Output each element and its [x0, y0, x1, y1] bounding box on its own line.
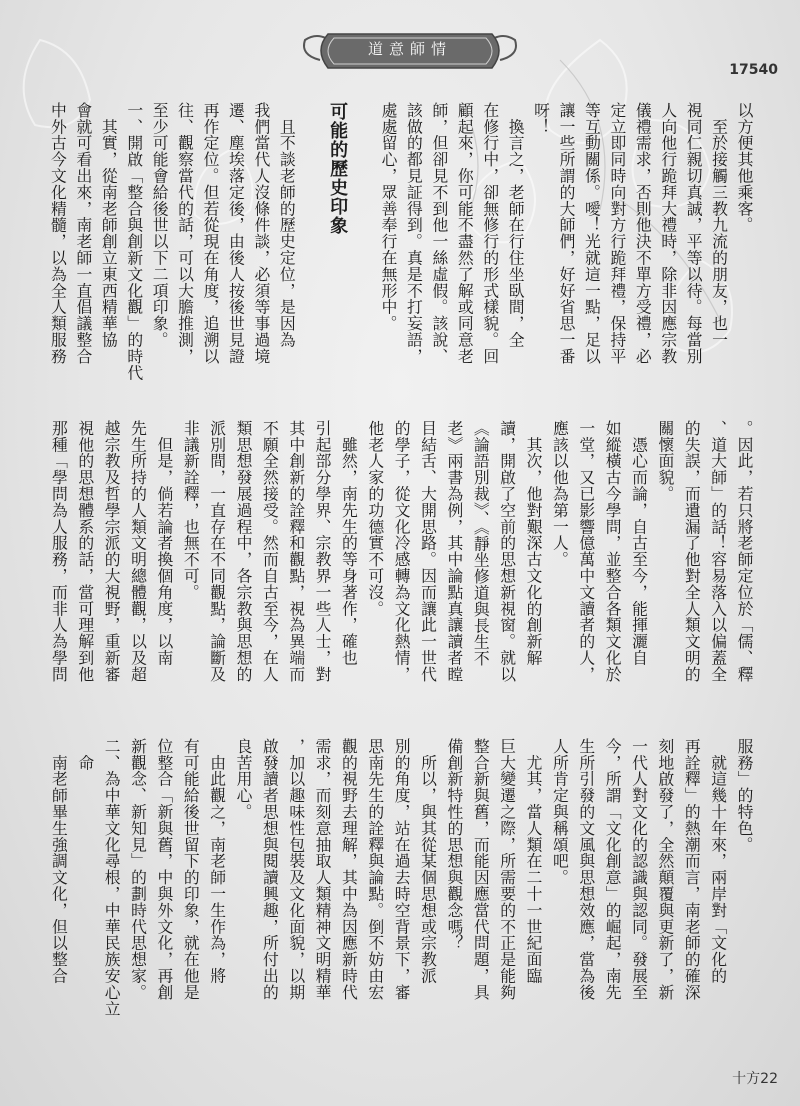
- text-column: 有可能給後世留下的印象，就在他是: [181, 738, 201, 1001]
- text-column: 整合新與舊，而能因應當代問題，具: [471, 738, 491, 1001]
- text-column: 刻地啟發了，全然顛覆與更新了，新: [655, 738, 675, 1001]
- text-column: [298, 102, 323, 382]
- text-column: 儀禮需求，否則他決不單方受禮，必: [633, 102, 653, 365]
- text-column: 命: [75, 738, 95, 771]
- text-column: 派別間，一直存在不同觀點，論斷及: [207, 420, 227, 683]
- text-column: 《論語別裁》、《靜坐修道與長生不: [471, 420, 491, 667]
- text-column: 我們當代人沒條件談，必須等事過境: [251, 102, 271, 365]
- page-number: 17540: [729, 62, 778, 78]
- text-column: 所以，與其從某個思想或宗教派: [418, 738, 438, 984]
- text-column: 今，所謂「文化創意」的崛起，南先: [603, 738, 623, 1001]
- text-column: 他老人家的功德實不可沒。: [365, 420, 385, 617]
- text-column: 生所引發的文風與思想效應，當為後: [576, 738, 596, 1001]
- text-column: 處處留心，眾善奉行在無形中。: [379, 102, 398, 332]
- text-column: 至少可能會給後世以下二項印象。: [150, 102, 170, 348]
- text-column: 讀，開啟了空前的思想新視窗。就以: [497, 420, 517, 683]
- text-column: 別的角度，站在過去時空背景下，審: [392, 738, 412, 1001]
- text-column: 視同仁親切真誠，平等以待。每當別: [684, 102, 704, 365]
- text-column: 會就可看出來，南老師一直倡議整合: [73, 102, 93, 365]
- text-column: 其實，從南老師創立東西精華協: [99, 102, 119, 348]
- text-column: 如縱橫古今學問，並整合各類文化於: [603, 420, 623, 683]
- text-column: 非議新詮釋，也無不可。: [181, 420, 201, 601]
- text-column: 關懷面貌。: [655, 420, 675, 502]
- text-column: 、道大師」的話！容易落入以偏蓋全: [708, 420, 728, 683]
- text-column: 中外古今文化精髓，以為全人類服務: [48, 102, 68, 365]
- text-block-top: [44, 102, 756, 382]
- text-block-middle: [44, 420, 756, 720]
- text-column: 其中創新的詮釋和觀點，視為異端而: [286, 420, 306, 683]
- text-column: 往、觀察當代的話，可以大膽推測，: [175, 102, 195, 365]
- text-column: 不願全然接受。然而自古至今，在人: [260, 420, 280, 683]
- text-column: 一堂，又已影響億萬中文讀者的人，: [576, 420, 596, 683]
- text-column: 其次，他對艱深古文化的創新解: [524, 420, 544, 666]
- text-column: [349, 102, 374, 382]
- text-column: 引起部分學界、宗教界一些人士，對: [313, 420, 333, 683]
- magazine-footer-mark: 十方22: [732, 1071, 778, 1087]
- text-column: 且不談老師的歷史定位，是因為: [277, 102, 297, 348]
- text-column: 但是，倘若論者換個角度，以南: [154, 420, 174, 666]
- text-column: 定立即同時向對方行跪拜禮，保持平: [607, 102, 627, 365]
- text-column: 服務」的特色。: [735, 738, 754, 853]
- section-heading: 可能的歷史印象: [327, 102, 349, 235]
- text-column: 人向他行跪拜大禮時，除非因應宗教: [658, 102, 678, 365]
- text-column: 以方便其他乘客。: [735, 102, 754, 234]
- text-column: 備創新特性的思想與觀念嗎？: [444, 738, 464, 952]
- text-column: 換言之，老師在行住坐臥間，全: [506, 102, 526, 348]
- text-column: 雖然，南先生的等身著作，確也: [339, 420, 359, 666]
- text-block-bottom: [44, 738, 756, 1048]
- text-column: 呀！: [531, 102, 551, 135]
- text-column: 一代人對文化的認識與認同。發展至: [629, 738, 649, 1001]
- text-column: 憑心而論，自古至今，能揮灑自: [629, 420, 649, 666]
- text-column: 老》兩書為例，其中論點真讓讀者瞠: [444, 420, 464, 683]
- text-column: 類思想發展過程中，各宗教與思想的: [233, 420, 253, 683]
- text-column: 尤其，當人類在二十一世紀面臨: [524, 738, 544, 984]
- text-column: 新觀念、新知見」的劃時代思想家。: [128, 738, 148, 1001]
- text-column: 再作定位。但若從現在角度，追溯以: [201, 102, 220, 365]
- text-column: 目結舌、大開思路。因而讓此一世代: [418, 420, 438, 683]
- text-column: 那種「學問為人服務，而非人為學問: [49, 420, 69, 683]
- text-column: 越宗教及哲學宗派的大視野，重新審: [102, 420, 122, 683]
- text-column: 遷、塵埃落定後，由後人按後世見證: [226, 102, 246, 365]
- text-column: 南老師畢生強調文化，但以整合: [49, 738, 69, 984]
- text-column: 一、開啟「整合與創新文化觀」的時代: [124, 102, 144, 381]
- text-column: 就這幾十年來，兩岸對「文化的: [708, 738, 728, 984]
- text-column: 由此觀之，南老師一生作為，將: [207, 738, 227, 984]
- text-column: 的失誤，而遺漏了他對全人類文明的: [682, 420, 702, 683]
- text-column: 巨大變遷之際，所需要的不正是能夠: [497, 738, 517, 1001]
- text-column: 至於接觸三教九流的朋友，也一: [709, 102, 729, 348]
- text-column: 需求，而刻意抽取人類精神文明精華: [313, 738, 333, 1001]
- text-column: 顧起來，你可能不盡然了解或同意老: [455, 102, 475, 365]
- text-column: 的學子，從文化冷感轉為文化熱情，: [392, 420, 412, 683]
- text-column: 人所肯定與稱頌吧。: [550, 738, 570, 886]
- text-column: 該做的都見証得到。真是不打妄語，: [404, 102, 424, 365]
- text-column: 等互動關係。噯！光就這一點，足以: [582, 102, 602, 365]
- text-column: 良苦用心。: [233, 738, 253, 820]
- text-column: 觀的視野去理解，其中為因應新時代: [339, 738, 359, 1001]
- text-column: 師，但卻見不到他一絲虛假。該說、: [429, 102, 449, 365]
- text-column: 視他的思想體系的話，當可理解到他: [75, 420, 95, 683]
- text-column: 先生所持的人類文明總體觀，以及超: [128, 420, 148, 683]
- section-banner: [300, 20, 520, 82]
- text-column: 二、為中華文化尋根，中華民族安心立: [102, 738, 122, 1017]
- text-column: 應該以他為第一人。: [550, 420, 570, 568]
- text-column: 再詮釋」的熱潮而言，南老師的確深: [682, 738, 702, 1001]
- banner-title: 道意師情: [367, 40, 452, 58]
- text-column: 。因此，若只將老師定位於「儒、釋: [735, 420, 754, 683]
- text-column: 啟發讀者思想與閱讀興趣，所付出的: [260, 738, 280, 1001]
- text-column: ，加以趣味性包裝及文化面貌，以期: [286, 738, 306, 1001]
- text-column: 讓一些所謂的大師們，好好省思一番: [557, 102, 576, 365]
- text-column: 位整合「新與舊，中與外文化，再創: [154, 738, 174, 1001]
- text-column: 在修行中，卻無修行的形式樣貌。回: [480, 102, 500, 365]
- text-column: 思南先生的詮釋與論點。倒不妨由宏: [365, 738, 385, 1001]
